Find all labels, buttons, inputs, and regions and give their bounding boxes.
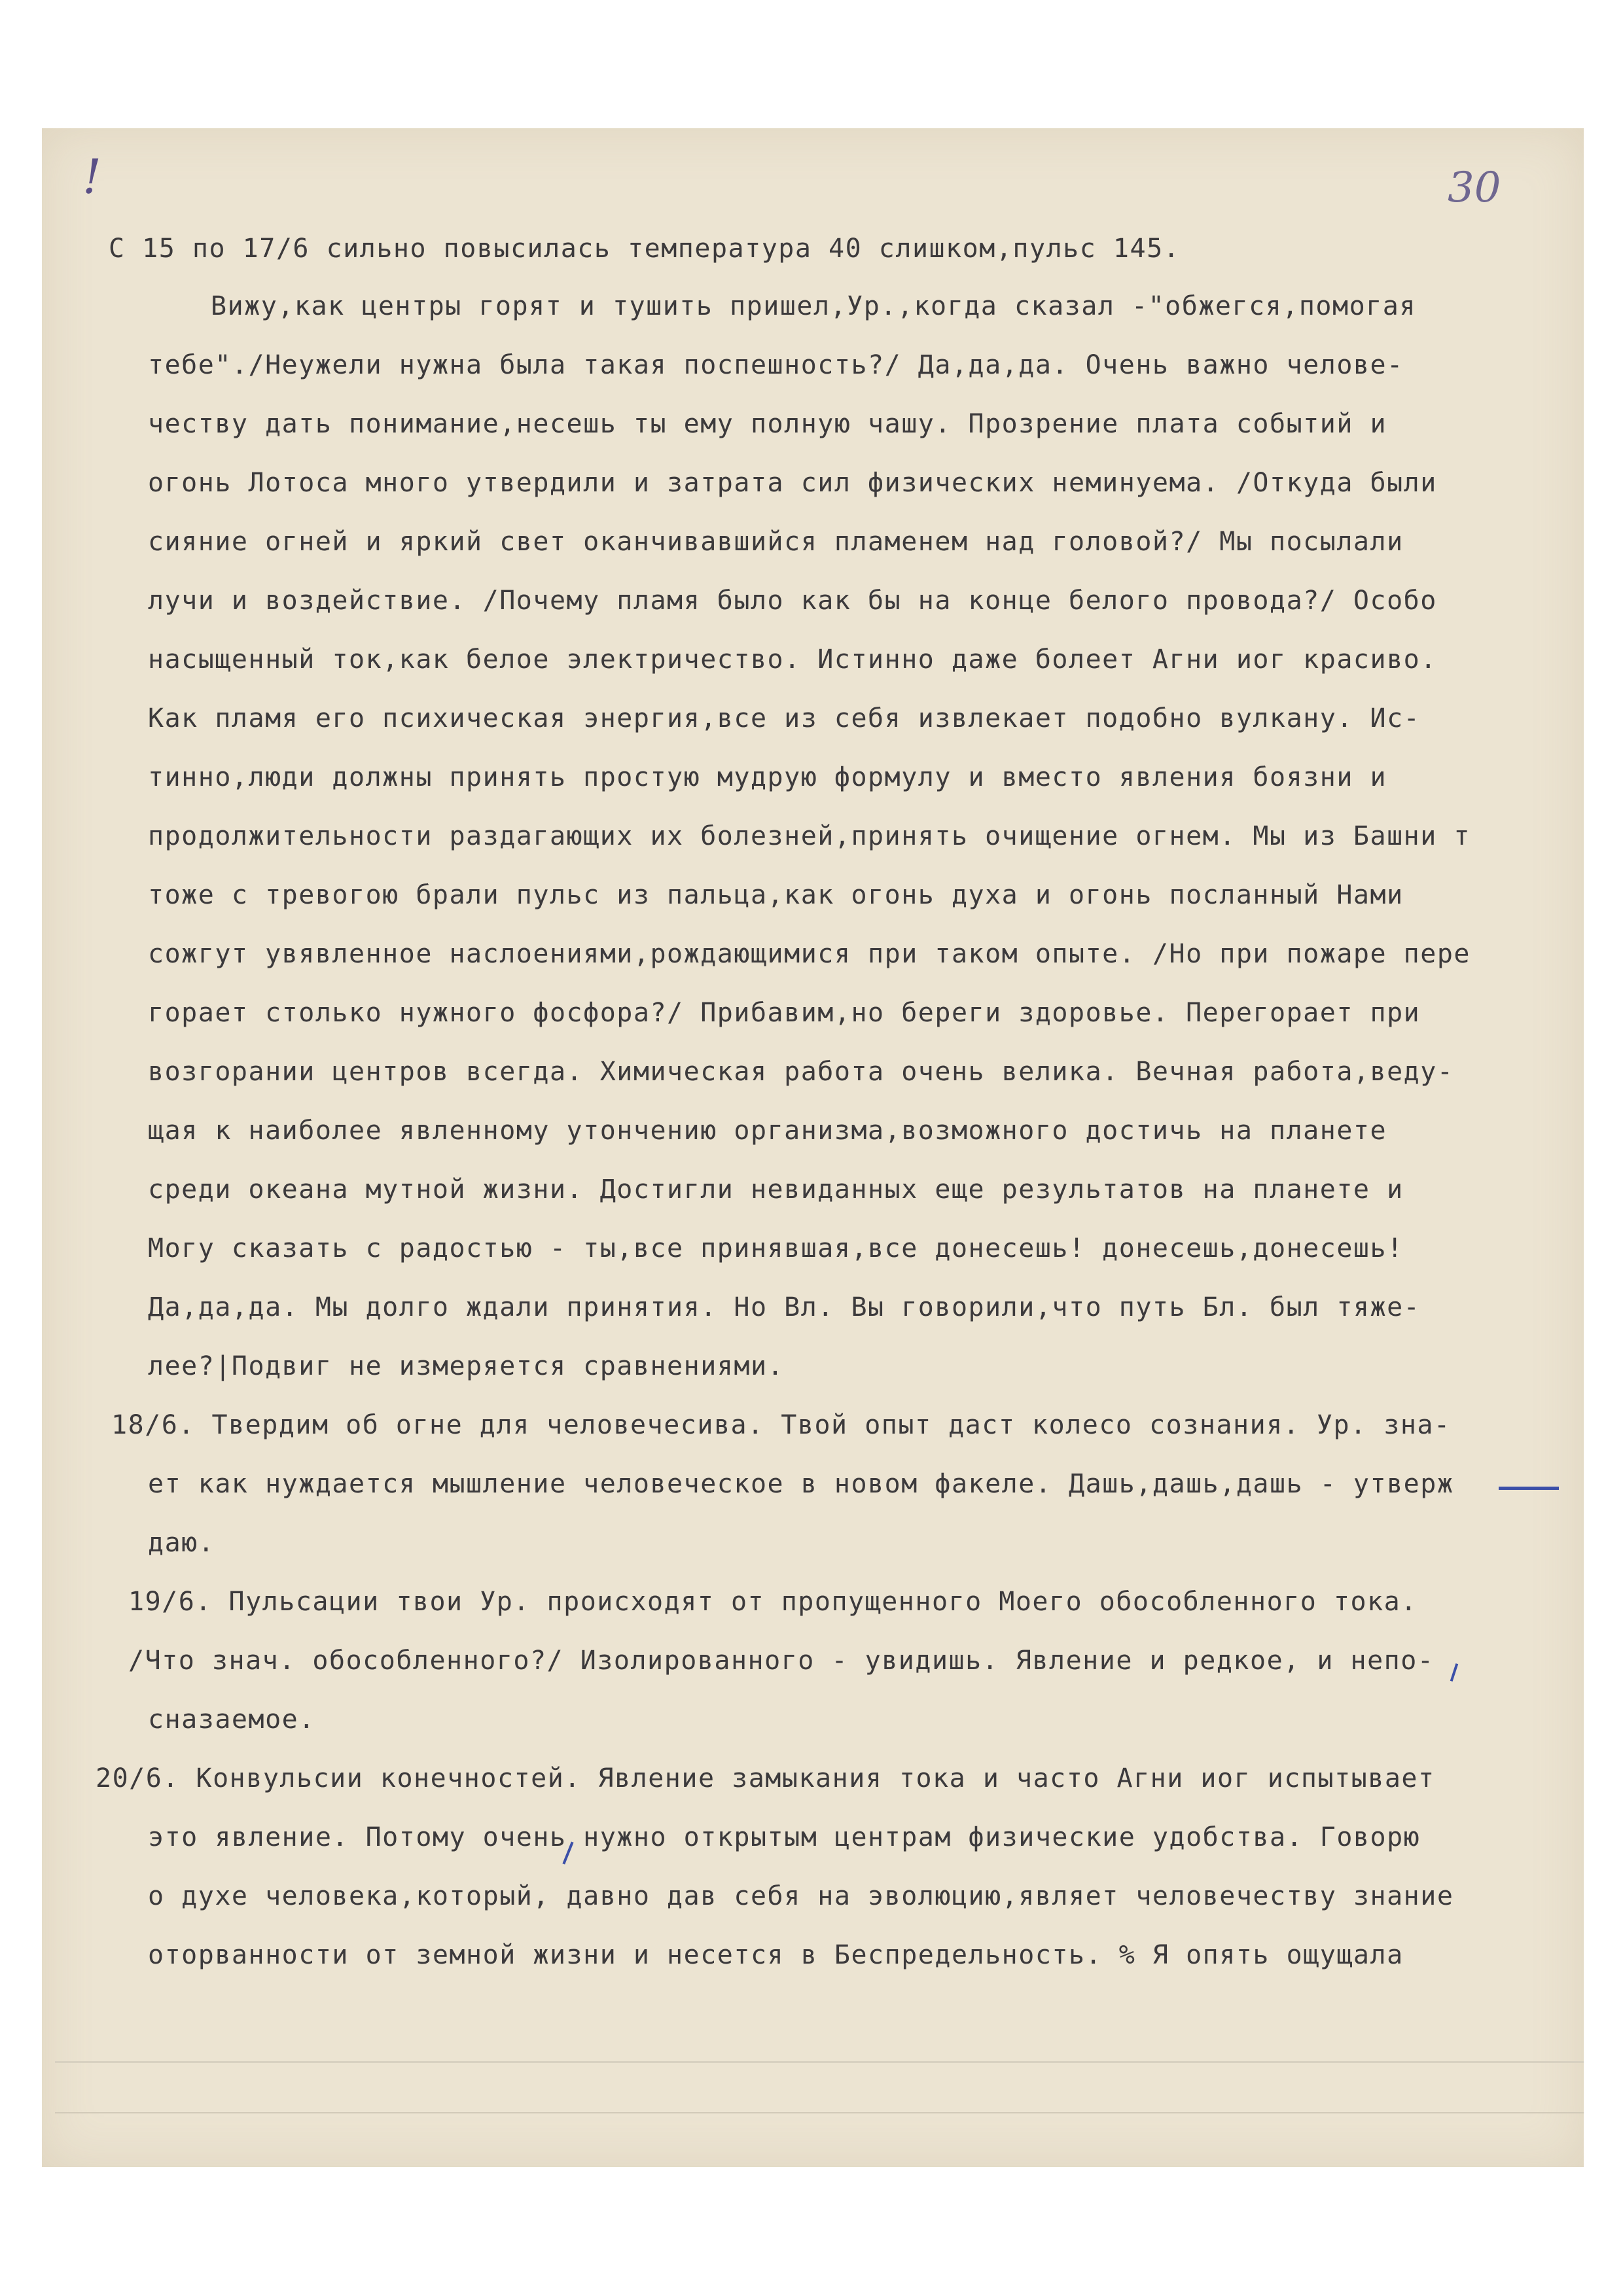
- text-line: даю.: [148, 1528, 215, 1558]
- text-line: честву дать понимание,несешь ты ему полную чашу. Прозрение плата событий и: [148, 409, 1387, 439]
- text-line: Могу сказать с радостью - ты,все принявшая,все донесешь! донесешь,донесешь!: [148, 1233, 1404, 1263]
- text-line: Как пламя его психическая энергия,все из себя извлекает подобно вулкану. Ис-: [148, 703, 1421, 733]
- text-line: о духе человека,который, давно дав себя на эволюцию,являет человечеству знание: [148, 1881, 1454, 1911]
- text-line: среди океана мутной жизни. Достигли невиданных еще результатов на планете и: [148, 1174, 1404, 1205]
- text-line: продолжительности раздагающих их болезней,принять очищение огнем. Мы из Башни т: [148, 821, 1471, 851]
- text-line: оторванности от земной жизни и несется в Беспредельность. % Я опять ощущала: [148, 1940, 1404, 1970]
- text-line: тинно,люди должны принять простую мудрую формулу и вместо явления боязни и: [148, 762, 1387, 792]
- text-line: лее?|Подвиг не измеряется сравнениями.: [148, 1351, 785, 1381]
- text-line: насыщенный ток,как белое электричество. Истинно даже болеет Агни иог красиво.: [148, 645, 1437, 675]
- text-line: щая к наиболее явленному утончению организма,возможного достичь на планете: [148, 1116, 1387, 1146]
- text-line: это явление. Потому очень нужно открытым центрам физические удобства. Говорю: [148, 1822, 1421, 1852]
- text-line: лучи и воздействие. /Почему пламя было как бы на конце белого провода?/ Особо: [148, 586, 1437, 616]
- text-line: сожгут увявленное наслоениями,рождающимися при таком опыте. /Но при пожаре пере: [148, 939, 1471, 969]
- text-line: тоже с тревогою брали пульс из пальца,как огонь духа и огонь посланный Нами: [148, 880, 1404, 910]
- margin-mark: !: [82, 149, 101, 204]
- page-number: 30: [1448, 164, 1501, 212]
- text-line: сназаемое.: [148, 1704, 315, 1735]
- text-line: огонь Лотоса много утвердили и затрата сил физических неминуема. /Откуда были: [148, 468, 1437, 498]
- pen-stroke: [1499, 1487, 1559, 1490]
- text-line: Да,да,да. Мы долго ждали принятия. Но Вл. Вы говорили,что путь Бл. был тяже-: [148, 1292, 1421, 1322]
- text-line: Вижу,как центры горят и тушить пришел,Ур.,когда сказал -"обжегся,помогая: [211, 291, 1416, 321]
- text-line: ет как нуждается мышление человеческое в новом факеле. Дашь,дашь,дашь - утверж: [148, 1469, 1454, 1499]
- text-line: 19/6. Пульсации твои Ур. происходят от пропущенного Моего обособленного тока.: [128, 1587, 1418, 1617]
- text-line: 20/6. Конвульсии конечностей. Явление замыкания тока и часто Агни иог испытывает: [96, 1763, 1435, 1793]
- text-line: 18/6. Твердим об огне для человечесива. Твой опыт даст колесо сознания. Ур. зна-: [111, 1410, 1451, 1440]
- text-line: сияние огней и яркий свет оканчивавшийся пламенем над головой?/ Мы посылали: [148, 527, 1404, 557]
- text-line: возгорании центров всегда. Химическая работа очень велика. Вечная работа,веду-: [148, 1057, 1454, 1087]
- paper-edge: [55, 2061, 1584, 2169]
- text-line: С 15 по 17/6 сильно повысилась температура 40 слишком,пульс 145.: [109, 234, 1181, 264]
- text-line: горает столько нужного фосфора?/ Прибавим,но береги здоровье. Перегорает при: [148, 998, 1421, 1028]
- text-line: /Что знач. обособленного?/ Изолированного - увидишь. Явление и редкое, и непо-: [128, 1646, 1435, 1676]
- paper-edge-line: [55, 2112, 1584, 2113]
- text-line: тебе"./Неужели нужна была такая поспешность?/ Да,да,да. Очень важно челове-: [148, 350, 1404, 380]
